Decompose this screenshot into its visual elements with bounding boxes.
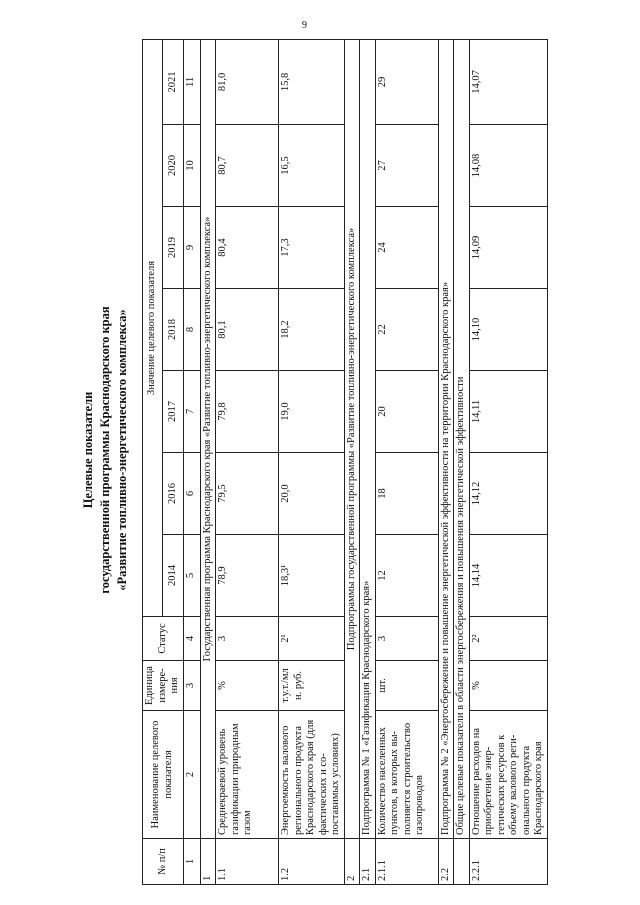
value-cell: 79,8: [216, 371, 279, 453]
table-row: [469, 39, 547, 884]
row-number: 2: [344, 839, 360, 885]
column-number-cell: 4: [183, 617, 200, 661]
value-cell: 80,4: [216, 207, 279, 289]
column-number-cell: 9: [183, 207, 200, 289]
column-number-cell: 8: [183, 289, 200, 371]
value-cell: 80,1: [216, 289, 279, 371]
value-cell: 29: [375, 39, 438, 124]
title-line-3: «Развитие топливно-энергетического комплекса»: [115, 309, 129, 591]
indicators-table: [142, 39, 548, 885]
title-line-1: Целевые показатели: [81, 391, 95, 509]
row-number: 2.1: [360, 839, 376, 885]
value-cell: 14,11: [469, 371, 547, 453]
value-cell: 14,10: [469, 289, 547, 371]
unit-cell: %: [469, 661, 547, 711]
table-row: [216, 39, 279, 884]
unit-cell: %: [216, 661, 279, 711]
title-line-2: государственной программы Краснодарского края: [98, 306, 112, 594]
header-year: 2018: [163, 289, 183, 371]
value-cell: 18,3¹: [279, 535, 345, 617]
header-year: 2020: [163, 125, 183, 207]
value-cell: 19,0: [279, 371, 345, 453]
value-cell: 14,12: [469, 453, 547, 535]
section-title: Государственная программа Краснодарского края «Развитие топливно-энергетического комплекса»: [200, 39, 216, 838]
unit-cell: т.у.т./мл н. руб.: [279, 661, 345, 711]
header-year: 2019: [163, 207, 183, 289]
header-year: 2016: [163, 453, 183, 535]
indicator-name: Энергоемкость валового регионального продукта Краснодарского края (для фактических и со-поставимых условиях): [279, 711, 345, 839]
value-cell: 14,08: [469, 125, 547, 207]
column-number-cell: 2: [183, 711, 200, 839]
row-number: 1.2: [279, 839, 345, 885]
indicator-name: Отношение расходов на приобретение энер-гетических ресурсов к объему валового реги-онального продукта Краснодарского края: [469, 711, 547, 839]
row-number: [454, 839, 470, 885]
indicator-name: Среднекраевой уровень газификации природным газом: [216, 711, 279, 839]
header-unit: Единица измере-ния: [143, 661, 184, 711]
value-cell: 12: [375, 535, 438, 617]
section-row: [360, 39, 376, 884]
header-name: Наименование целевого показателя: [143, 711, 184, 839]
value-cell: 14,09: [469, 207, 547, 289]
table-row: [375, 39, 438, 884]
value-cell: 79,5: [216, 453, 279, 535]
value-cell: 18,2: [279, 289, 345, 371]
row-number: 1.1: [216, 839, 279, 885]
row-number: 2.2: [438, 839, 454, 885]
value-cell: 81,0: [216, 39, 279, 124]
value-cell: 16,5: [279, 125, 345, 207]
status-cell: 3: [216, 617, 279, 661]
header-year: 2021: [163, 39, 183, 124]
value-cell: 14,14: [469, 535, 547, 617]
header-num: № п/п: [143, 839, 184, 885]
column-number-cell: 11: [183, 39, 200, 124]
column-number-cell: 10: [183, 125, 200, 207]
section-title: Подпрограмма № 2 «Энергосбережение и повышение энергетической эффективности на территории Краснодарского края»: [438, 39, 454, 838]
value-cell: 20,0: [279, 453, 345, 535]
section-title: Подпрограммы государственной программы «Развитие топливно-энергетического комплекса»: [344, 39, 360, 838]
column-number-cell: 6: [183, 453, 200, 535]
column-number-cell: 1: [183, 839, 200, 885]
section-title: Подпрограмма № 1 «Газификация Краснодарского края»: [360, 39, 376, 838]
section-row: [454, 39, 470, 884]
header-year: 2014: [163, 535, 183, 617]
value-cell: 22: [375, 289, 438, 371]
status-cell: 2²: [469, 617, 547, 661]
status-cell: 3: [375, 617, 438, 661]
value-cell: 27: [375, 125, 438, 207]
value-cell: 15,8: [279, 39, 345, 124]
header-status: Статус: [143, 617, 184, 661]
page-number: 9: [302, 20, 307, 31]
section-row: [200, 39, 216, 884]
column-number-cell: 7: [183, 371, 200, 453]
value-cell: 18: [375, 453, 438, 535]
value-cell: 17,3: [279, 207, 345, 289]
row-number: 2.1.1: [375, 839, 438, 885]
section-title: Общие целевые показатели в области энергосбережения и повышения энергетической эффективности: [454, 39, 470, 838]
row-number: 2.2.1: [469, 839, 547, 885]
column-number-cell: 5: [183, 535, 200, 617]
header-values-group: Значение целевого показателя: [143, 39, 163, 616]
value-cell: 14,07: [469, 39, 547, 124]
value-cell: 80,7: [216, 125, 279, 207]
value-cell: 78,9: [216, 535, 279, 617]
unit-cell: шт.: [375, 661, 438, 711]
value-cell: 24: [375, 207, 438, 289]
indicator-name: Количество населенных пунктов, в которых вы-полняется строительство газопроводов: [375, 711, 438, 839]
value-cell: 20: [375, 371, 438, 453]
table-row: [279, 39, 345, 884]
status-cell: 2¹: [279, 617, 345, 661]
section-row: [344, 39, 360, 884]
row-number: 1: [200, 839, 216, 885]
column-number-cell: 3: [183, 661, 200, 711]
header-year: 2017: [163, 371, 183, 453]
section-row: [438, 39, 454, 884]
